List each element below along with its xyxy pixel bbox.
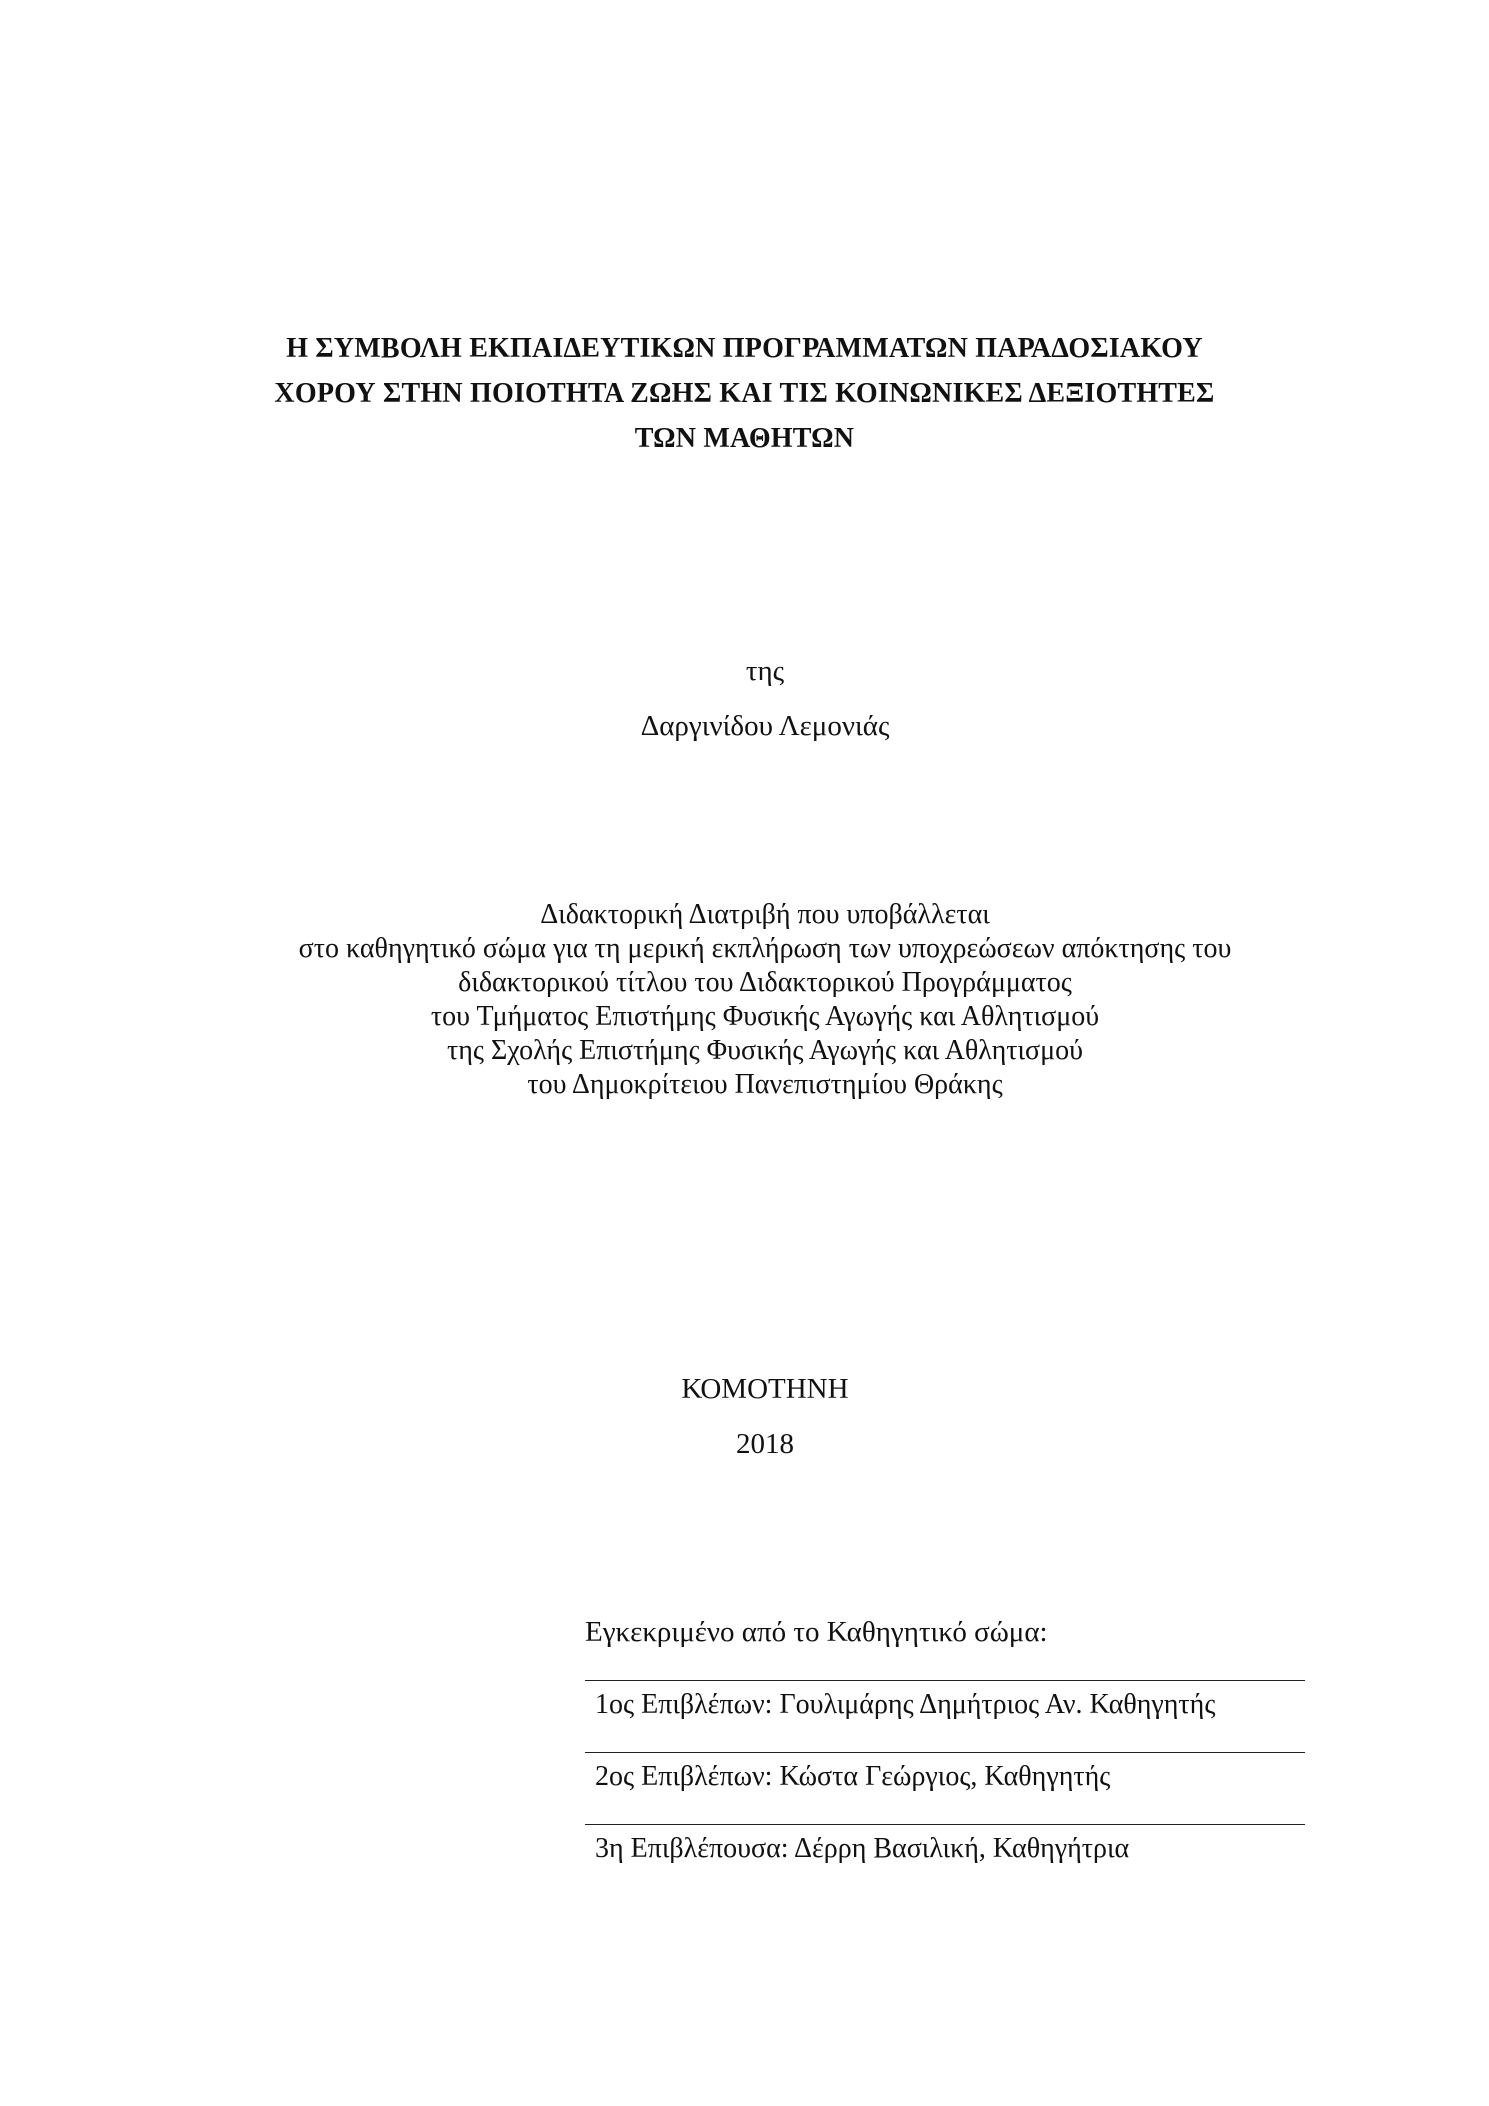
author-name: Δαργινίδου Λεμονιάς: [640, 710, 890, 742]
thesis-line-4: του Τμήματος Επιστήμης Φυσικής Αγωγής και Αθλητισμού: [430, 1001, 1100, 1032]
thesis-title: [0, 326, 1489, 461]
place-date-block: [0, 1362, 1489, 1472]
supervisor-row-2: 2ος Επιβλέπων: Κώστα Γεώργιος, Καθηγητής: [585, 1752, 1305, 1824]
thesis-description: [0, 898, 1489, 1102]
title-line-3: ΤΩΝ ΜΑΘΗΤΩΝ: [634, 423, 855, 454]
thesis-line-6: του Δημοκρίτειου Πανεπιστημίου Θράκης: [527, 1069, 1003, 1100]
thesis-line-1: Διδακτορική Διατριβή που υποβάλλεται: [540, 899, 990, 930]
title-line-2: ΧΟΡΟΥ ΣΤΗΝ ΠΟΙΟΤΗΤΑ ΖΩΗΣ ΚΑΙ ΤΙΣ ΚΟΙΝΩΝΙΚΕΣ ΔΕΞΙΟΤΗΤΕΣ: [274, 378, 1215, 409]
place-city: ΚΟΜΟΤΗΝΗ: [681, 1373, 849, 1405]
thesis-line-5: της Σχολής Επιστήμης Φυσικής Αγωγής και Αθλητισμού: [447, 1035, 1083, 1066]
thesis-line-2: στο καθηγητικό σώμα για τη μερική εκπλήρωση των υποχρεώσεων απόκτησης του: [298, 933, 1232, 964]
thesis-line-3: διδακτορικού τίτλου του Διδακτορικού Προγράμματος: [458, 967, 1072, 998]
supervisor-row-1: 1ος Επιβλέπων: Γουλιμάρης Δημήτριος Αν. Καθηγητής: [585, 1680, 1305, 1752]
author-block: [0, 644, 1489, 754]
approval-heading: Εγκεκριμένο από το Καθηγητικό σώμα:: [585, 1616, 1048, 1648]
place-year: 2018: [736, 1428, 794, 1460]
approval-committee: [585, 1612, 1305, 1896]
supervisor-row-3: 3η Επιβλέπουσα: Δέρρη Βασιλική, Καθηγήτρια: [585, 1824, 1305, 1896]
author-by: της: [745, 655, 785, 687]
title-line-1: Η ΣΥΜΒΟΛΗ ΕΚΠΑΙΔΕΥΤΙΚΩΝ ΠΡΟΓΡΑΜΜΑΤΩΝ ΠΑΡΑΔΟΣΙΑΚΟΥ: [286, 333, 1203, 364]
